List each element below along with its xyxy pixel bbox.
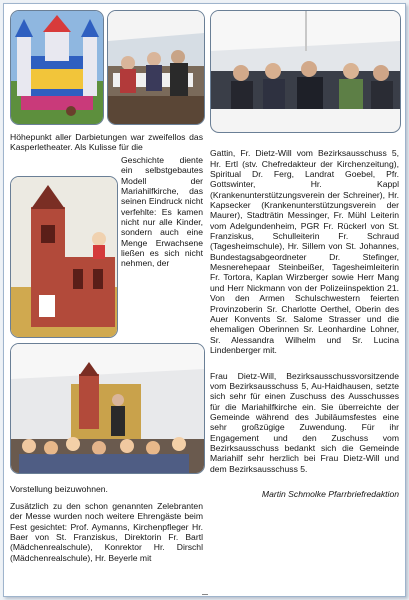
article-left-after: Vorstellung beizuwohnen.	[10, 484, 108, 494]
newsletter-page	[3, 3, 406, 597]
article-right-para2: Frau Dietz-Will, Bezirksausschussvorsitzende vom Bezirksausschuss 5, Au-Haidhausen, setzte sich sehr für einen Zuschuss des Ausschusses für die Mariahilfkirche ein. Sie überreichte der Gemeinde während des Jubiläumsfestes eine sehr großzügige Zuwendung. Für ihr Engagement und den Zuschuss vom Bezirksausschuss bedankt sich die Gemeinde Mariahilf sehr herzlich bei Frau Dietz-Will und dem Bezirksausschuss 5.	[210, 370, 399, 474]
article-right-para1: Gattin, Fr. Dietz-Will vom Bezirksausschuss 5, Hr. Ertl (stv. Chefredakteur der Kirchenzeitung), Spiritual Dr. Ferg, Landrat Goebel, Pfr. Gottswinter, Hr. Kappl (Krankenunterstützungsverein der Schreiner), Hr. Kapsecker (Krankenunterstützungsverein der Maurer), Stadträtin Messinger, Fr. Mühl Leiterin vom Adelgundenheim, PGR Fr. Rückerl von St. Franziskus, Schulleiterin Fr. Schraud (Tagesheimschule), Hr. Sillem von St. Johannes, Bundestagsabgeordneter Dr. Stefinger, Mesnerehepaar Steinbeißer, Tagesheimleiterin Fr. Tortora, Kaplan Wirzberger sowie Herr Mang und Herr Nickmann von der Polizeiinspektion 21. Von den Armen Schulschwestern feierten Provinzoberin Sr. Charlotte Oerthel, Oberin des Auer Konvents Sr. Salome Strasser und die ehemaligen Oberinnen Sr. Leonhardine Lohner, Sr. Alessandra Wilhelm und Sr. Lucina Lindenberger mit.	[210, 148, 399, 355]
article-right-column	[210, 138, 399, 510]
photo-puppet-show	[10, 343, 205, 474]
article-left-para2: Zusätzlich zu den schon genannten Zelebranten der Messe wurden noch weitere Ehrengäste beim Fest gesichtet: Prof. Aymanns, Kirchenpfleger Hr. Baer von St. Franziskus, Direktorin Fr. Bartl (Mädchenrealschule), Konrektor Hr. Dirschl (Mädchenrealschule), Hr. Beyerle mit	[10, 501, 203, 563]
photo-bouncy-castle	[10, 10, 104, 125]
article-signature: Martin Schmolke Pfarrbriefredaktion	[261, 489, 399, 500]
photo-church-model	[10, 176, 118, 338]
article-left-intro: Höhepunkt aller Darbietungen war zweifellos das Kasperletheater. Als Kulisse für die	[10, 132, 203, 153]
photo-tent-guests	[107, 10, 205, 125]
page-divider	[202, 594, 208, 597]
photo-honored-guests	[210, 10, 401, 133]
article-left-wrap: Geschichte diente ein selbstgebautes Modell der Mariahilfkirche, das seinen Eindruck nicht verfehlte: Es kamen nicht nur alle Kinder, sondern auch eine Menge Erwachsene ließen es sich nicht nehmen, der	[121, 155, 203, 269]
